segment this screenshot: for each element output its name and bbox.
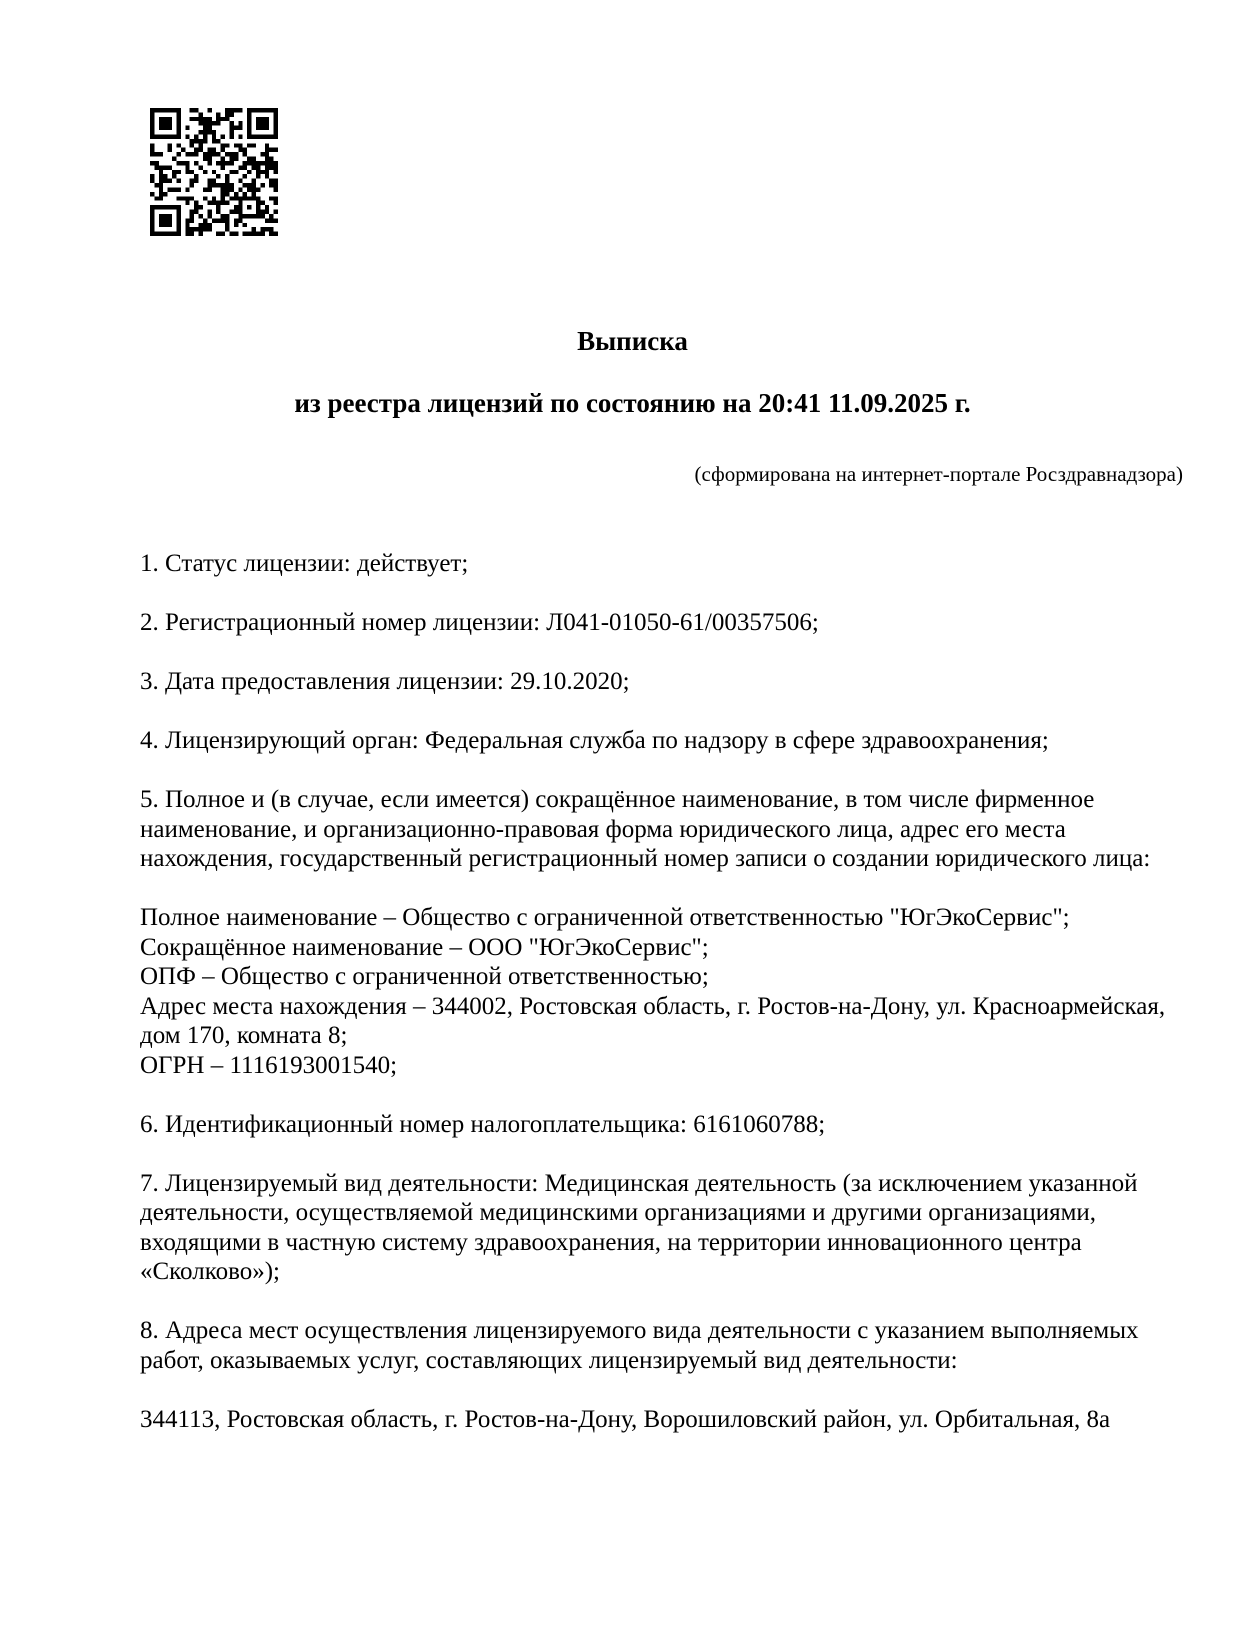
title-line-2: из реестра лицензий по состоянию на 20:41 11.09.2025 г. (294, 388, 971, 418)
license-status-line: 1. Статус лицензии: действует; (140, 550, 469, 577)
grant-date-line: 3. Дата предоставления лицензии: 29.10.2020; (140, 668, 630, 695)
licensed-activity-block: 7. Лицензируемый вид деятельности: Медицинская деятельность (за исключением указанной деятельности, осуществляемой медицинскими организациями и другими организациями, входящими в частную систему здравоохранения, на территории инновационного центра «Сколково»); (140, 1169, 1138, 1285)
title-line-1: Выписка (577, 326, 688, 356)
qr-code-icon (150, 108, 278, 236)
company-details-block: Полное наименование – Общество с ограниченной ответственностью "ЮгЭкоСервис"; Сокращённое наименование – ООО "ЮгЭкоСервис"; ОПФ – Общество с ограниченной ответственностью; Адрес места нахождения – 344002, Ростовская область, г. Ростов-на-Дону, ул. Красноармейская, дом 170, комната 8; ОГРН – 1116193001540; (140, 904, 1166, 1079)
paragraph-list (140, 549, 1183, 1434)
generated-on-portal-note: (сформирована на интернет-портале Росздравнадзора) (694, 462, 1183, 486)
registration-number-line: 2. Регистрационный номер лицензии: Л041-01050-61/00357506; (140, 609, 819, 636)
taxpayer-number-line: 6. Идентификационный номер налогоплательщика: 6161060788; (140, 1110, 826, 1138)
document-body (140, 326, 1183, 1434)
company-naming-intro: 5. Полное и (в случае, если имеется) сокращённое наименование, в том числе фирменное наименование, и организационно-правовая форма юридического лица, адрес его места нахождения, государственный регистрационный номер записи о создании юридического лица: (140, 786, 1151, 872)
licensing-authority-line: 4. Лицензирующий орган: Федеральная служба по надзору в сфере здравоохранения; (140, 727, 1049, 754)
document-title (140, 326, 1125, 419)
activity-addresses-intro: 8. Адреса мест осуществления лицензируемого вида деятельности с указанием выполняемых работ, оказываемых услуг, составляющих лицензируемый вид деятельности: (140, 1317, 1139, 1374)
activity-address-line: 344113, Ростовская область, г. Ростов-на-Дону, Ворошиловский район, ул. Орбитальная, 8а (140, 1405, 1111, 1433)
